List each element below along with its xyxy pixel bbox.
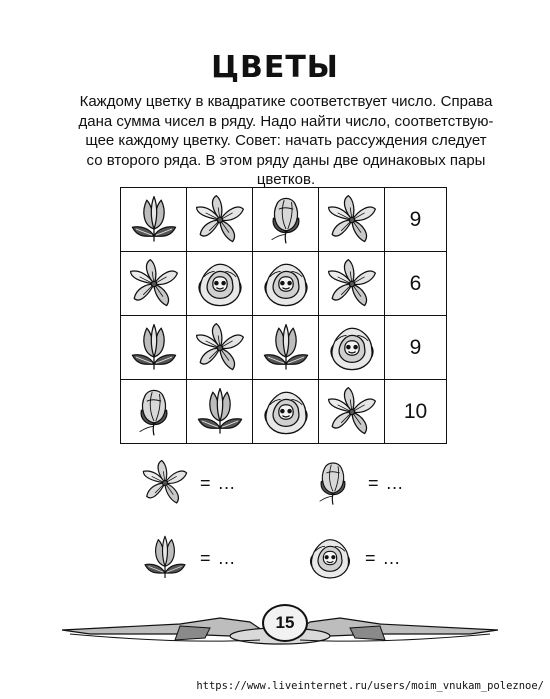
tulip-flower-icon (127, 193, 181, 247)
answer-text: = … (368, 472, 405, 493)
grid-row (121, 316, 447, 380)
row-sum: 9 (385, 316, 447, 380)
rose-flower-icon (325, 321, 379, 375)
page-number: 15 (262, 604, 308, 642)
instructions-line: щее каждому цветку. Совет: начать рассуждения следует (85, 132, 487, 149)
answer-flower (140, 458, 190, 508)
rose-flower-icon (259, 385, 313, 439)
answer-flower (305, 533, 355, 583)
grid-cell (319, 252, 385, 316)
grid-cell (319, 316, 385, 380)
lily-flower-icon (325, 385, 379, 439)
source-url: https://www.liveinternet.ru/users/moim_vnukam_poleznoe/ (196, 680, 544, 692)
row-sum: 6 (385, 252, 447, 316)
grid-cell (121, 188, 187, 252)
grid-cell (121, 252, 187, 316)
grid-cell (319, 380, 385, 444)
flower-puzzle-grid (120, 187, 447, 444)
rose-flower-icon (259, 257, 313, 311)
answer-rose (305, 533, 402, 583)
lily-flower-icon (140, 458, 190, 508)
bud-flower-icon (127, 385, 181, 439)
instructions-line: дана сумма чисел в ряду. Надо найти число, соответствую- (78, 112, 494, 130)
grid-row (121, 252, 447, 316)
grid-cell (121, 380, 187, 444)
bud-flower-icon (308, 458, 358, 508)
grid-cell (187, 252, 253, 316)
grid-cell (319, 188, 385, 252)
answer-flower (140, 533, 190, 583)
row-sum: 9 (385, 188, 447, 252)
grid-row (121, 188, 447, 252)
answer-text: = … (200, 472, 237, 493)
grid-cell (187, 316, 253, 380)
tulip-flower-icon (140, 533, 190, 583)
instructions-line: Каждому цветку в квадратике соответствует число. Справа (79, 93, 493, 110)
grid-cell (253, 188, 319, 252)
answer-flower (308, 458, 358, 508)
answer-tulip (140, 533, 237, 583)
row-sum: 10 (385, 380, 447, 444)
rose-flower-icon (193, 257, 247, 311)
instructions-line: со второго ряда. В этом ряду даны две одинаковых пары (86, 151, 486, 169)
instructions-paragraph (70, 92, 502, 190)
rose-flower-icon (305, 533, 355, 583)
page-title: ЦВЕТЫ (211, 50, 339, 85)
answer-lily (140, 458, 237, 508)
lily-flower-icon (193, 193, 247, 247)
grid-cell (187, 380, 253, 444)
grid-cell (253, 316, 319, 380)
answer-bud (308, 458, 405, 508)
answer-text: = … (365, 547, 402, 568)
grid-cell (253, 252, 319, 316)
grid-cell (253, 380, 319, 444)
grid-cell (121, 316, 187, 380)
bud-flower-icon (259, 193, 313, 247)
grid-row (121, 380, 447, 444)
lily-flower-icon (127, 257, 181, 311)
lily-flower-icon (325, 193, 379, 247)
tulip-flower-icon (259, 321, 313, 375)
instructions-line: цветков. (256, 171, 316, 188)
tulip-flower-icon (127, 321, 181, 375)
grid-cell (187, 188, 253, 252)
lily-flower-icon (193, 321, 247, 375)
answer-text: = … (200, 547, 237, 568)
lily-flower-icon (325, 257, 379, 311)
tulip-flower-icon (193, 385, 247, 439)
